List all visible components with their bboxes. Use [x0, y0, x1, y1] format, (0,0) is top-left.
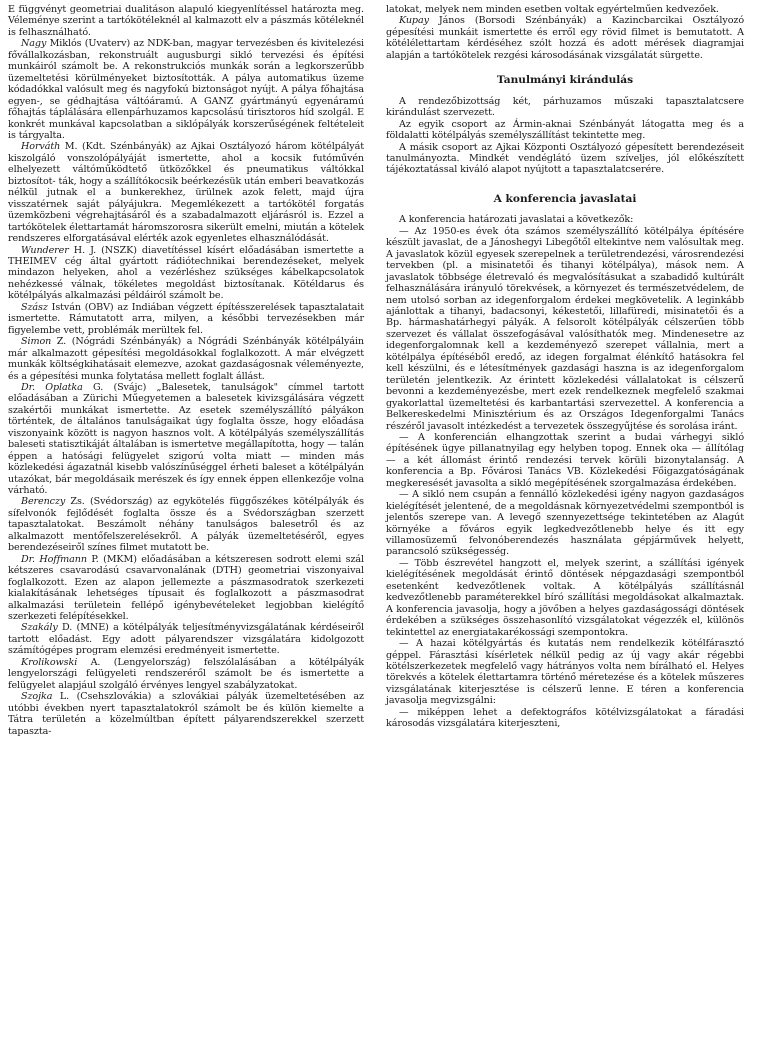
right-intro-paragraph-1	[386, 15, 744, 61]
paragraph-text: István (OBV) az Indiában végzett építésszerelések tapasztalatait ismertette. Rámutatott arra, milyen, a későbbi tervezésekben már figyelembe vett, problémák merültek fel.	[8, 301, 364, 336]
speaker-name: Dr. Oplatka	[21, 381, 83, 393]
paragraph-text: Miklós (Uvaterv) az NDK-ban, magyar tervezésben és kivitelezési fővállalkozásban, rekonstruált augusburgi sikló tervezési és építési munkáiról számolt be. A rekonstrukciós munkák során a legkorszerűbb üzemeltetési körülményeket biztosították. A pálya automatikus üzeme kódadókkal valósult meg és nagyfokú biztonságot nyújt. A pálya főhajtása egyen-, se gédhajtása váltóáramú. A GANZ gyártmányú egyenáramú főhajtás táplálására ellenpárhuzamos kapcsolású tirisztoros híd szolgál. E konkrét munkával kapcsolatban a siklópályák korszerűségének feltételeit is tárgyalta.	[8, 38, 364, 141]
paragraph-text: M. (Kdt. Szénbányák) az Ajkai Osztályozó három kötélpályát kiszolgáló vonszolópályáját ismertette, ahol a kocsik futóművén elhelyezett váltóműködtető ütközőkkel és pneumatikus váltókkal biztosítot- ták, hogy a szállítókocsik beérkezésük után emberi beavatkozás nélkül jutnak el a bunkerekhez, ürülnek azok felett, majd újra visszatérnek saját pályájukra. Megemlékezett a tartókötél forgatás üzemközbeni végrehajtásáról és a szabadalmazott eljárásról is. Ezzel a tartókötelek élettartamát háromszorosra sikerült emelni, miután a kötelek rendszeres elforgatásával elérték azok egyenletes elhasználódását.	[8, 141, 364, 245]
left-paragraph-8	[8, 554, 364, 623]
right-intro-paragraph-0	[386, 4, 744, 15]
speaker-name: Krolikowski	[21, 656, 78, 668]
study-trip-paragraph-2: A másik csoport az Ajkai Központi Osztályozó gépesített berendezéseit tanulmányozta. Mindkét vendéglátó üzem szíveljes, jól előkészített tájékoztatással kiváló alapot nyújtott a tapasztalatcserére.	[386, 141, 744, 176]
left-paragraph-5	[8, 336, 364, 382]
study-trip-paragraph-0: A rendezőbizottság két, párhuzamos műszaki tapasztalatcsere kirándulást szervezett.	[386, 95, 744, 119]
proposals-paragraph-5: — A hazai kötélgyártás és kutatás nem rendelkezik kötélfárasztó géppel. Fárasztási kísérletek nélkül pedig az új vagy akár régebbi kötélszerkezetek megfelelő vagy hátrányos volta nem bírálható el. Helyes törekvés a kötelek élettartamra történő méretezése és a kötelek műszeres vizsgálatának kiterjesztése is célszerű lenne. E téren a konferencia javasolja megvizsgálni:	[386, 638, 744, 707]
paragraph-text: Z. (Nógrádi Szénbányák) a Nógrádi Szénbányák kötélpályáin már alkalmazott gépesítési megoldásokkal foglalkozott. A már elvégzett munkák költségkihatásait elemezve, azokat gazdaságosnak véleményezte, és a gépesítési munka folytatása mellett foglalt állást.	[8, 336, 364, 382]
left-paragraph-6	[8, 382, 364, 497]
left-paragraph-4	[8, 302, 364, 336]
speaker-name: Wunderer	[21, 244, 69, 256]
paragraph-text: A. (Lengyelország) felszólalásában a kötélpályák lengyelországi felügyeleti rendszeréről számolt be és ismertette a felügyelet alapjául szolgáló érvényes lengyel szabályzatokat.	[8, 656, 364, 691]
paragraph-text: P. (MKM) előadásában a kétszeresen sodrott elemi szál kétszeres csavarodású csavarvonalának (DTH) geometriai viszonyaival foglalkozott. Ezen az alapon jellemezte a pászmasodratok szerkezeti kialakításának lehetséges típusait és foglalkozott a pászmasodrat alkalmazási területein fellépő igénybevételeket legjobban kielégítő szerkezeti felépítésekkel.	[8, 553, 364, 623]
speaker-name: Szász	[21, 301, 48, 313]
speaker-name: Berenczy	[21, 496, 66, 508]
speaker-name: Szojka	[21, 691, 53, 703]
proposals-paragraph-0: A konferencia határozati javaslatai a következők:	[399, 214, 634, 226]
paragraph-text: L. (Csehszlovákia) a szlovákiai pályák üzemeltetésében az utóbbi években nyert tapasztalatokról számolt be és külön kiemelte a Tátra területén a közelmúltban épített pályarendszerekkel szerzett tapaszta-	[8, 691, 364, 737]
left-paragraph-1	[8, 38, 364, 141]
left-paragraph-3	[8, 245, 364, 302]
paragraph-text: G. (Svájc) „Balesetek, tanulságok" címmel tartott előadásában a Zürichi Műegyetemen a balesetek kivizsgálására végzett szakértői munkákat ismertette. Az esetek személyszállító pályákon történtek, de általános tanulságaikat úgy foglalta össze, hogy előadása viszonyaink között is nagyon hasznos volt. A kötélpályás személyszállítás baleseti statisztikáját általában is ismertetve megállapította, hogy — talán éppen a hatósági felügyelet szigorú volta miatt — minden más közlekedési ágazatnál kisebb valószínűséggel érheti baleset a kötélpályán utazókat, bár megoldásaik merészek és így ennek éppen ellenkezője volna várható.	[8, 381, 365, 497]
paragraph-text: D. (MNE) a kötélpályák teljesítményvizsgálatának kérdéseiről tartott előadást. Egy adott pályarendszer vizsgálatára kidolgozott számítógépes program elemzési eredményeit ismertette.	[8, 622, 364, 657]
paragraph-text: latokat, melyek nem minden esetben voltak egyértelműen kedvezőek.	[386, 4, 719, 15]
speaker-name: Kupay	[399, 15, 429, 27]
speaker-name: Szakály	[21, 622, 58, 634]
right-column	[386, 4, 744, 730]
paragraph-text: H. J. (NSZK) diavetítéssel kísért előadásában ismertette a THEIMEV cég által gyártott rádiótechnikai berendezéseket, melyek mindazon helyeken, ahol a vezérléshez szükséges kábelkapcsolatok nehézkessé válnak, tökéletes megoldást biztosítanak. Kötéldarus és kötélpályás alkalmazási példáiról számolt be.	[8, 244, 364, 302]
proposals-paragraph-6: — miképpen lehet a defektográfos kötélvizsgálatokat a fáradási károsodás vizsgálatára kiterjeszteni,	[386, 706, 744, 730]
speaker-name: Horváth	[21, 141, 61, 153]
proposals-paragraph-4: — Több észrevétel hangzott el, melyek szerint, a szállítási igények kielégítésének megoldását érintő döntések népgazdasági szempontból esetenként kedvezőtlenek voltak. A kötélpályás szállításnál kedvezőtlenebb paraméterekkel bíró szállítási megoldásokat alkalmaztak. A konferencia javasolja, hogy a jövőben a helyes gazdaságossági döntések érdekében a szükséges összehasonlító vizsgálatokat végezzék el, különös tekintettel az energiatakarékossági szempontokra.	[386, 557, 744, 638]
left-paragraph-9	[8, 622, 364, 656]
left-paragraph-0	[8, 4, 364, 38]
speaker-name: Simon	[21, 336, 52, 348]
speaker-name: Nagy	[21, 38, 47, 50]
speaker-name: Dr. Hoffmann	[21, 553, 87, 565]
left-column	[8, 4, 364, 737]
proposals-paragraph-2: — A konferencián elhangzottak szerint a budai várhegyi sikló építésének ügye pillanatnyilag egy helyben topog. Ennek oka — állítólag — a két állomást érintő rendezési tervek körüli bizonytalanság. A konferencia a Bp. Fővárosi Tanács VB. Közlekedési Főigazgatóságának megkeresését javasolta a sikló megépítésének szorgalmazása érdekében.	[386, 431, 744, 489]
section-heading-proposals: A konferencia javaslatai	[493, 192, 637, 205]
paragraph-text: E függvényt geometriai dualitáson alapuló kiegyenlítéssel határozta meg. Véleménye szerint a tartókötéleknél al kalmazott elv a pászmás kötéleknél is felhasználható.	[8, 4, 364, 38]
left-paragraph-11	[8, 691, 364, 737]
study-trip-paragraph-1: Az egyik csoport az Ármin-aknai Szénbányát látogatta meg és a földalatti kötélpályás személyszállítást tekintette meg.	[386, 118, 744, 142]
proposals-paragraph-1: — Az 1950-es évek óta számos személyszállító kötélpálya építésére készült javaslat, de a Jánoshegyi Libegőtől eltekintve nem valósultak meg. A javaslatok közül egyesek szerepelnek a területrendezési, városrendezési tervekben (pl. a misinatetői és tihanyi kötélpálya), mások nem. A javaslatok többsége életrevaló és megvalósításukat a szabadidő kultúrált felhasználására irányuló törekvések, a környezet és természetvédelem, de nem utolsó sorban az idegenforgalom érdekei megkövetelik. A leginkább ajánlottak a tihanyi, badacsonyi, kékestetői, lillafüredi, misinatetői és a Bp. hármashatárhegyi pályák. A felsorolt kötélpályák célszerűen több szervezet és vállalat összefogásával valósíthatók meg. Mindenesetre az idegenforgalomnak kell a kezdeményező szerepet vállalnia, mert a kötélpálya építéséből eredő, az idegen forgalmat élénkítő hatásokra fel kell készülni, és e létesítmények gazdasági haszna is az idegenforgalom területén jelentkezik. Az érintett közlekedési vállalatokat is célszerű bevonni a kezdeményezésbe, mert ezek rendelkeznek megfelelő szakmai gyakorlattal üzemeltetési és karbantartási szervezettel. A konferencia a Belkereskedelmi Minisztérium és az Országos Idegenforgalmi Tanács részéről javasolt intézkedést a tervezetek összegyűjtése és sorolása iránt.	[386, 225, 744, 432]
section-heading-study-trip: Tanulmányi kirándulás	[496, 74, 634, 87]
left-paragraph-10	[8, 657, 364, 691]
paragraph-text: János (Borsodi Szénbányák) a Kazincbarcikai Osztályozó gépesítési munkáit ismertette és erről egy rövid filmet is bemutatott. A kötélélettartam kérdéséhez szólt hozzá és adott mérések diagramjai alapján a tartókötelek rezgési károsodásának vizsgálatát sürgette.	[386, 15, 744, 61]
left-paragraph-7	[8, 496, 364, 553]
left-paragraph-2	[8, 141, 364, 244]
paragraph-text: Zs. (Svédország) az egykötelés függőszékes kötélpályák és sífelvonók fejlődését foglalta össze és a Svédországban szerzett tapasztalatokat. Beszámolt néhány tanulságos balesetről és az alkalmazott mentőfelszerelésekről. A pályák üzemeltetéséről, egyes berendezéseiről színes filmet mutatott be.	[8, 496, 364, 554]
proposals-paragraph-3: — A sikló nem csupán a fennálló közlekedési igény nagyon gazdaságos kielégítését jelentené, de a megoldásnak környezetvédelmi szempontból is jelentős szerepe van. A levegő szennyezettsége tekintetében az Alagút környéke a főváros egyik legkedvezőtlenebb helye és itt egy villamosüzemű felvonóberendezés használata gépjárművek helyett, parancsoló szükségesség.	[386, 489, 744, 558]
